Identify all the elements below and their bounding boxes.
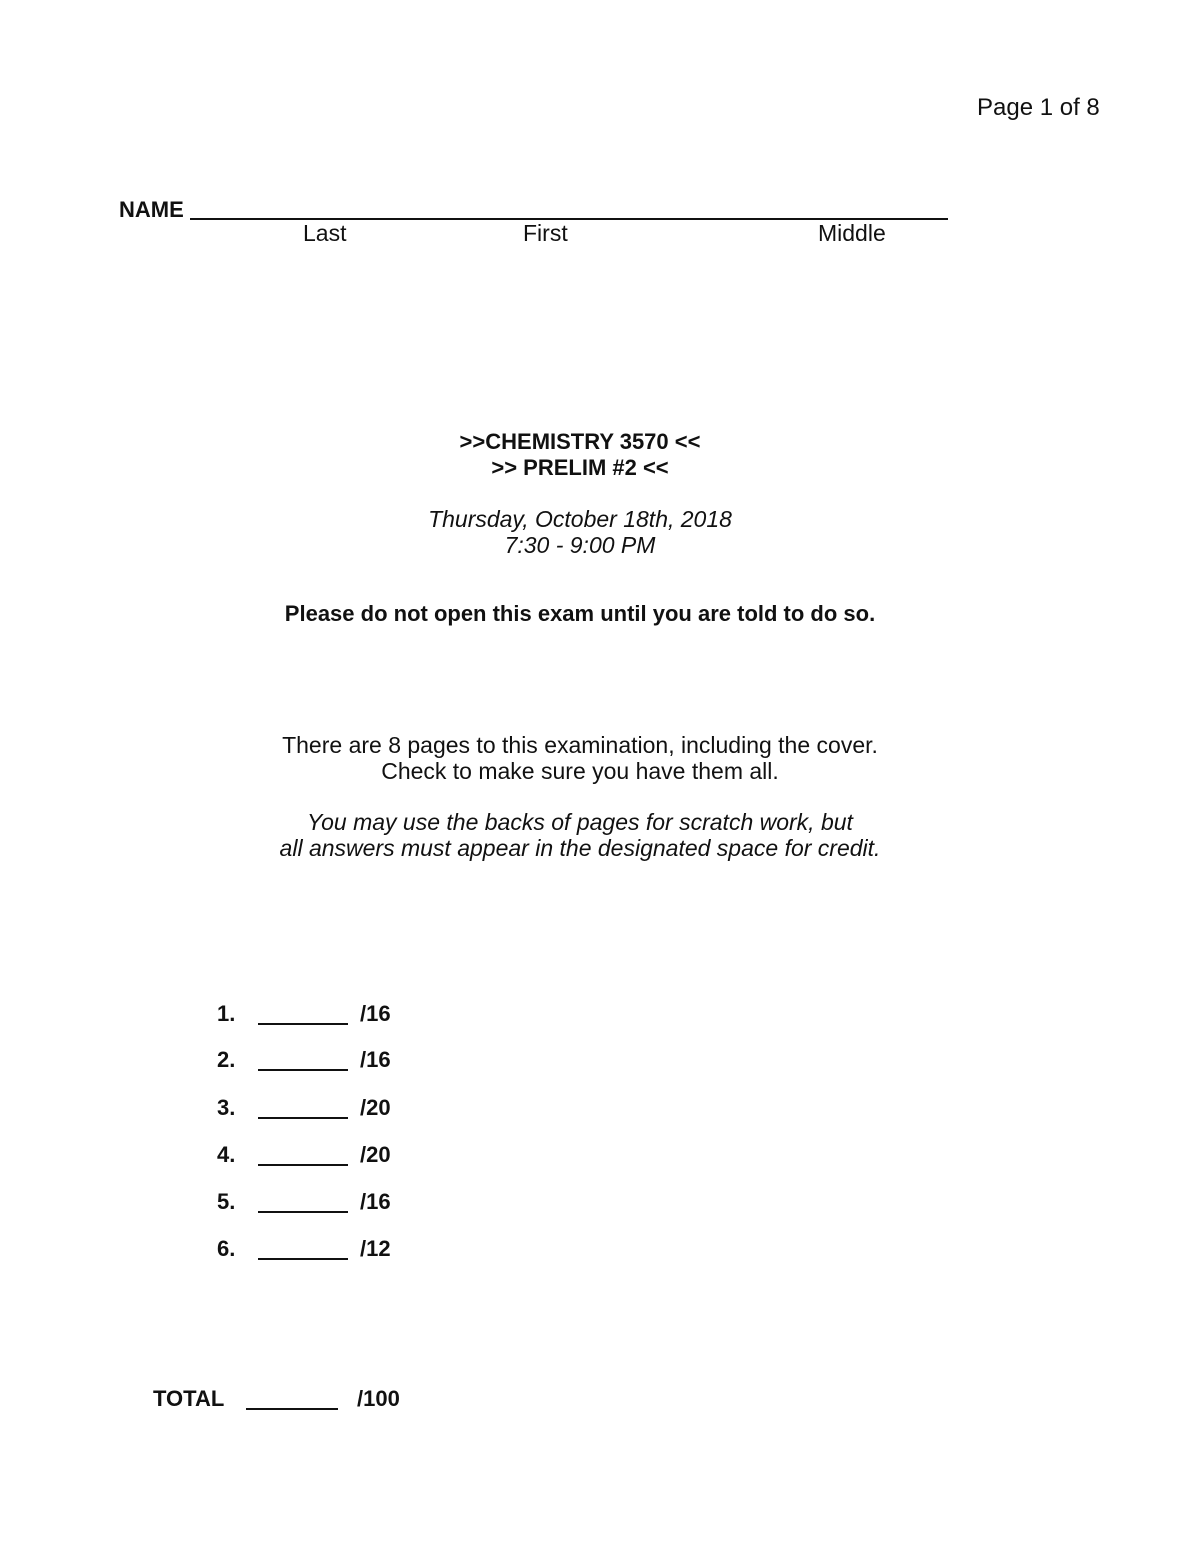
score-row [0, 1095, 460, 1125]
question-number: 1. [217, 1001, 236, 1026]
total-score-blank[interactable] [246, 1408, 338, 1410]
max-points: /12 [360, 1236, 391, 1261]
max-points: /16 [360, 1001, 391, 1026]
score-blank[interactable] [258, 1069, 348, 1071]
name-label: NAME [119, 197, 184, 222]
max-points: /16 [360, 1189, 391, 1214]
score-row [0, 1236, 460, 1266]
first-name-caption: First [523, 220, 568, 246]
question-number: 4. [217, 1142, 236, 1167]
score-row [0, 1047, 460, 1077]
do-not-open-warning: Please do not open this exam until you are told to do so. [284, 601, 876, 626]
exam-time: 7:30 - 9:00 PM [504, 532, 656, 558]
check-pages-note: Check to make sure you have them all. [381, 758, 779, 784]
score-row [0, 1189, 460, 1219]
exam-title: >> PRELIM #2 << [491, 455, 669, 480]
question-number: 2. [217, 1047, 236, 1072]
middle-name-caption: Middle [818, 220, 886, 246]
score-blank[interactable] [258, 1211, 348, 1213]
exam-date: Thursday, October 18th, 2018 [428, 506, 732, 532]
scratch-work-note: You may use the backs of pages for scratch work, but [307, 809, 853, 835]
max-points: /16 [360, 1047, 391, 1072]
course-title: >>CHEMISTRY 3570 << [459, 429, 701, 454]
max-points: /20 [360, 1142, 391, 1167]
score-row [0, 1001, 460, 1031]
question-number: 5. [217, 1189, 236, 1214]
answer-space-note: all answers must appear in the designated space for credit. [279, 835, 881, 861]
page-number: Page 1 of 8 [977, 94, 1100, 121]
score-blank[interactable] [258, 1023, 348, 1025]
score-blank[interactable] [258, 1258, 348, 1260]
score-blank[interactable] [258, 1117, 348, 1119]
question-number: 6. [217, 1236, 236, 1261]
total-max-points: /100 [357, 1386, 400, 1411]
score-blank[interactable] [258, 1164, 348, 1166]
max-points: /20 [360, 1095, 391, 1120]
page-count-note: There are 8 pages to this examination, including the cover. [282, 732, 878, 758]
score-row [0, 1142, 460, 1172]
last-name-caption: Last [303, 220, 347, 246]
total-label: TOTAL [153, 1386, 225, 1411]
question-number: 3. [217, 1095, 236, 1120]
